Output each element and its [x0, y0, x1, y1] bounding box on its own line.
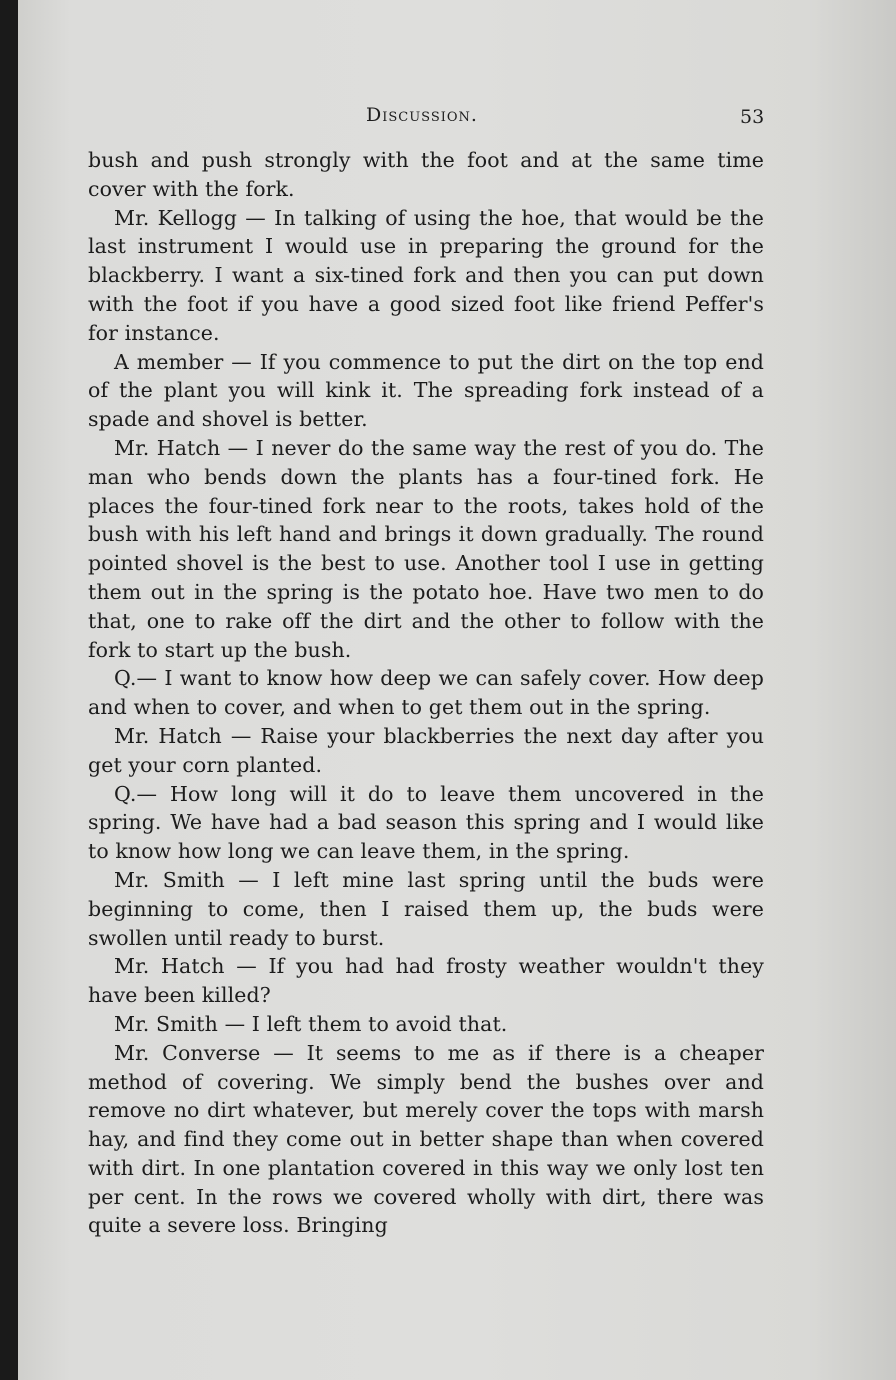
book-page — [18, 0, 896, 1380]
paragraph-kellogg: Mr. Kellogg — In talking of using the hoe, that would be the last instrument I would use in preparing the ground for the blackberry. I want a six-tined fork and then you can put down with the foot if you have a good sized foot like friend Peffer's for instance. — [88, 205, 764, 345]
paragraph-hatch-tools: Mr. Hatch — I never do the same way the rest of you do. The man who bends down the plants has a four-tined fork. He places the four-tined fork near to the roots, takes hold of the bush with his left hand and brings it down gradually. The round pointed shovel is the best to use. Another tool I use in getting them out in the spring is the potato hoe. Have two men to do that, one to rake off the dirt and the other to follow with the fork to start up the bush. — [88, 435, 764, 662]
paragraph-continued: bush and push strongly with the foot and at the same time cover with the fork. — [88, 148, 764, 201]
paragraph-member: A member — If you commence to put the dirt on the top end of the plant you will kink it. The spreading fork instead of a spade and shovel is better. — [88, 349, 764, 432]
page-header — [18, 100, 896, 134]
paragraph-smith-avoid: Mr. Smith — I left them to avoid that. — [114, 1011, 508, 1036]
running-head: Discussion. — [366, 104, 478, 126]
paragraph-converse: Mr. Converse — It seems to me as if there is a cheaper method of covering. We simply bend the bushes over and remove no dirt whatever, but merely cover the tops with marsh hay, and find they come out in better shape than when covered with dirt. In one plantation covered in this way we only lost ten per cent. In the rows we covered wholly with dirt, there was quite a severe loss. Bringing — [88, 1040, 764, 1238]
paragraph-hatch-frost: Mr. Hatch — If you had had frosty weather wouldn't they have been killed? — [88, 954, 764, 1008]
paragraph-smith-buds: Mr. Smith — I left mine last spring until the buds were beginning to come, then I raised them up, the buds were swollen until ready to burst. — [88, 867, 764, 950]
paragraph-question-uncovered: Q.— How long will it do to leave them uncovered in the spring. We have had a bad season this spring and I would like to know how long we can leave them, in the spring. — [88, 781, 764, 864]
page-number: 53 — [740, 106, 765, 128]
paragraph-question-depth: Q.— I want to know how deep we can safely cover. How deep and when to cover, and when to get them out in the spring. — [88, 666, 764, 720]
body-text — [88, 146, 764, 1240]
paragraph-hatch-raise: Mr. Hatch — Raise your blackberries the next day after you get your corn planted. — [88, 723, 764, 777]
